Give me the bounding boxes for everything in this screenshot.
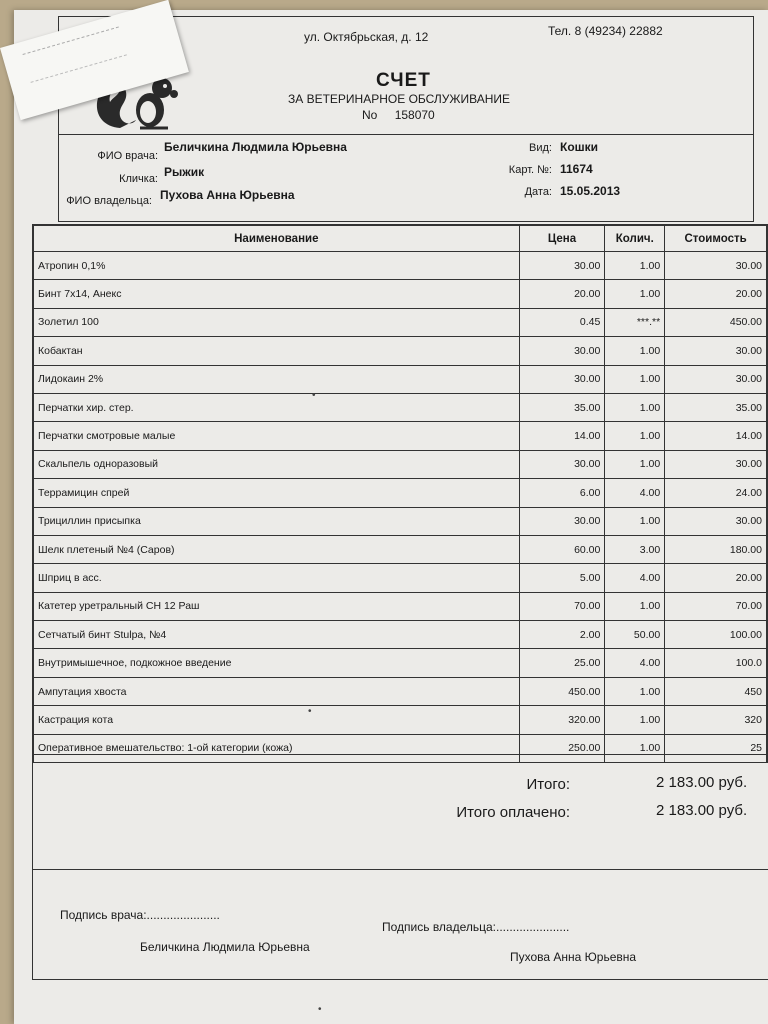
table-row xyxy=(34,479,767,507)
item-qty: 1.00 xyxy=(605,280,665,308)
item-cost: 30.00 xyxy=(665,337,767,365)
item-cost: 450.00 xyxy=(665,308,767,336)
item-qty: 50.00 xyxy=(605,621,665,649)
item-qty: ***.** xyxy=(605,308,665,336)
item-qty: 1.00 xyxy=(605,252,665,280)
item-name: Золетил 100 xyxy=(34,308,520,336)
item-price: 0.45 xyxy=(519,308,605,336)
table-row xyxy=(34,535,767,563)
item-qty: 3.00 xyxy=(605,535,665,563)
invoice-number-row xyxy=(362,108,435,122)
species-label: Вид: xyxy=(529,142,552,154)
item-cost: 20.00 xyxy=(665,280,767,308)
item-price: 30.00 xyxy=(519,507,605,535)
table-row xyxy=(34,365,767,393)
table-row xyxy=(34,621,767,649)
item-name: Сетчатый бинт Stulpa, №4 xyxy=(34,621,520,649)
table-row xyxy=(34,393,767,421)
item-cost: 30.00 xyxy=(665,450,767,478)
item-qty: 1.00 xyxy=(605,422,665,450)
item-cost: 30.00 xyxy=(665,252,767,280)
item-name: Лидокаин 2% xyxy=(34,365,520,393)
item-price: 250.00 xyxy=(519,734,605,762)
invoice-title: СЧЕТ xyxy=(376,70,431,91)
item-name: Внутримышечное, подкожное введение xyxy=(34,649,520,677)
item-qty: 1.00 xyxy=(605,507,665,535)
item-name: Кастрация кота xyxy=(34,706,520,734)
clinic-address: ул. Октябрьская, д. 12 xyxy=(304,30,429,44)
table-row xyxy=(34,280,767,308)
pet-label: Кличка: xyxy=(119,173,158,185)
column-header-price: Цена xyxy=(519,226,605,252)
column-header-name: Наименование xyxy=(34,226,520,252)
item-name: Перчатки смотровые малые xyxy=(34,422,520,450)
item-name: Скальпель одноразовый xyxy=(34,450,520,478)
invoice-subtitle: ЗА ВЕТЕРИНАРНОЕ ОБСЛУЖИВАНИЕ xyxy=(288,92,511,106)
paid-value: 2 183.00 руб. xyxy=(656,802,748,819)
invoice-number: 158070 xyxy=(394,108,435,122)
total-label: Итого: xyxy=(526,776,570,793)
table-row xyxy=(34,308,767,336)
invoice-number-label: No xyxy=(362,108,378,122)
table-row xyxy=(34,337,767,365)
item-price: 320.00 xyxy=(519,706,605,734)
owner-label: ФИО владельца: xyxy=(66,195,152,207)
item-cost: 450 xyxy=(665,677,767,705)
table-row xyxy=(34,592,767,620)
item-qty: 1.00 xyxy=(605,592,665,620)
item-price: 30.00 xyxy=(519,337,605,365)
item-name: Перчатки хир. стер. xyxy=(34,393,520,421)
item-price: 20.00 xyxy=(519,280,605,308)
item-qty: 1.00 xyxy=(605,365,665,393)
table-row xyxy=(34,450,767,478)
item-qty: 1.00 xyxy=(605,337,665,365)
table-row xyxy=(34,649,767,677)
item-price: 30.00 xyxy=(519,365,605,393)
item-name: Террамицин спрей xyxy=(34,479,520,507)
item-name: Кобактан xyxy=(34,337,520,365)
table-row xyxy=(34,422,767,450)
item-qty: 4.00 xyxy=(605,479,665,507)
item-price: 6.00 xyxy=(519,479,605,507)
item-cost: 100.0 xyxy=(665,649,767,677)
card-label: Карт. №: xyxy=(508,164,552,176)
item-name: Шелк плетеный №4 (Саров) xyxy=(34,535,520,563)
item-name: Ампутация хвоста xyxy=(34,677,520,705)
table-header-row xyxy=(34,226,767,252)
column-header-cost: Стоимость xyxy=(665,226,767,252)
item-cost: 30.00 xyxy=(665,507,767,535)
item-cost: 24.00 xyxy=(665,479,767,507)
ink-mark: • xyxy=(318,1004,322,1015)
item-qty: 1.00 xyxy=(605,450,665,478)
item-price: 30.00 xyxy=(519,450,605,478)
doctor-label: ФИО врача: xyxy=(97,150,158,162)
invoice-paper xyxy=(14,10,768,1024)
pet-name: Рыжик xyxy=(164,165,205,179)
ink-mark: • xyxy=(308,706,312,717)
item-cost: 30.00 xyxy=(665,365,767,393)
item-price: 60.00 xyxy=(519,535,605,563)
item-name: Бинт 7x14, Анекс xyxy=(34,280,520,308)
item-name: Оперативное вмешательство: 1-ой категории (кожа) xyxy=(34,734,520,762)
item-qty: 1.00 xyxy=(605,393,665,421)
item-price: 2.00 xyxy=(519,621,605,649)
header-divider xyxy=(58,134,754,135)
item-qty: 4.00 xyxy=(605,649,665,677)
item-cost: 180.00 xyxy=(665,535,767,563)
item-qty: 4.00 xyxy=(605,564,665,592)
item-qty: 1.00 xyxy=(605,706,665,734)
item-price: 5.00 xyxy=(519,564,605,592)
table-row xyxy=(34,677,767,705)
date-label: Дата: xyxy=(524,186,552,198)
item-cost: 14.00 xyxy=(665,422,767,450)
item-name: Катетер уретральный CH 12 Раш xyxy=(34,592,520,620)
item-cost: 35.00 xyxy=(665,393,767,421)
item-cost: 25 xyxy=(665,734,767,762)
services-table-box xyxy=(32,224,768,763)
item-cost: 70.00 xyxy=(665,592,767,620)
item-price: 450.00 xyxy=(519,677,605,705)
doctor-signature-name: Беличкина Людмила Юрьевна xyxy=(140,940,310,954)
table-row xyxy=(34,564,767,592)
item-name: Трициллин присыпка xyxy=(34,507,520,535)
item-price: 70.00 xyxy=(519,592,605,620)
services-table xyxy=(33,225,767,763)
item-cost: 320 xyxy=(665,706,767,734)
total-value: 2 183.00 руб. xyxy=(656,774,748,791)
owner-signature-name: Пухова Анна Юрьевна xyxy=(510,950,637,964)
owner-signature-label: Подпись владельца:...................... xyxy=(382,920,570,934)
ink-mark: • xyxy=(312,390,316,401)
doctor-name: Беличкина Людмила Юрьевна xyxy=(164,140,347,154)
table-row xyxy=(34,507,767,535)
table-row xyxy=(34,706,767,734)
item-name: Атропин 0,1% xyxy=(34,252,520,280)
column-header-qty: Колич. xyxy=(605,226,665,252)
item-price: 35.00 xyxy=(519,393,605,421)
item-cost: 20.00 xyxy=(665,564,767,592)
invoice-date: 15.05.2013 xyxy=(560,184,621,198)
item-qty: 1.00 xyxy=(605,734,665,762)
doctor-signature-label: Подпись врача:...................... xyxy=(60,908,220,922)
item-price: 30.00 xyxy=(519,252,605,280)
table-row xyxy=(34,252,767,280)
item-cost: 100.00 xyxy=(665,621,767,649)
clinic-phone: Тел. 8 (49234) 22882 xyxy=(548,24,663,38)
species-value: Кошки xyxy=(560,140,599,154)
card-number: 11674 xyxy=(560,162,593,176)
owner-name: Пухова Анна Юрьевна xyxy=(160,188,295,202)
item-price: 25.00 xyxy=(519,649,605,677)
item-price: 14.00 xyxy=(519,422,605,450)
paid-label: Итого оплачено: xyxy=(456,804,570,821)
item-qty: 1.00 xyxy=(605,677,665,705)
item-name: Шприц в асс. xyxy=(34,564,520,592)
